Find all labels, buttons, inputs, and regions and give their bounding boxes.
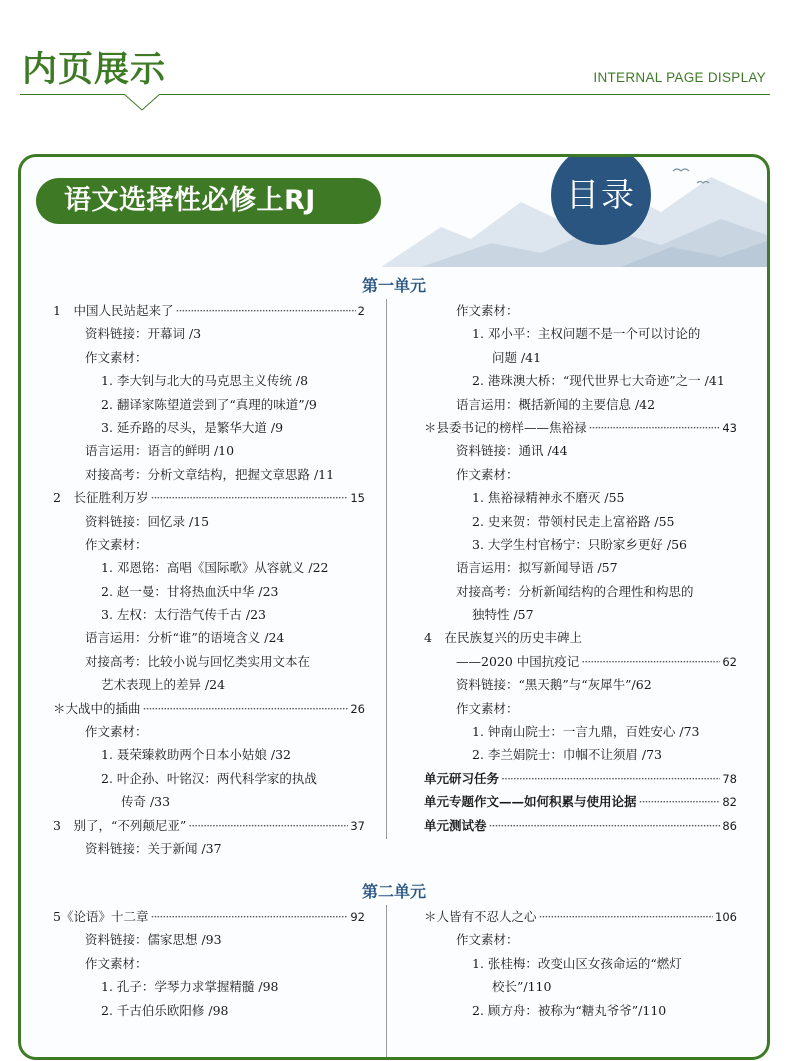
book-title: 语文选择性必修上RJ — [36, 178, 381, 224]
dot-leader — [143, 701, 349, 716]
dot-leader — [150, 909, 348, 924]
toc-entry-text: 4 在民族复兴的历史丰碑上 — [424, 630, 582, 646]
toc-page-number: 43 — [722, 420, 737, 435]
toc-entry — [53, 371, 365, 394]
toc-page-number: 26 — [350, 701, 365, 716]
toc-entry-text: 语言运用：语言的鲜明 /10 — [85, 443, 235, 459]
toc-entry — [424, 1001, 737, 1024]
toc-entry-text: 2. 史来贺：带领村民走上富裕路 /55 — [472, 513, 675, 529]
toc-entry — [53, 954, 365, 977]
toc-entry — [424, 512, 737, 535]
unit-title: 第一单元 — [361, 276, 426, 295]
toc-entry — [424, 582, 737, 605]
toc-entry-text: 资料链接：回忆录 /15 — [85, 513, 210, 529]
toc-entry-text: 独特性 /57 — [472, 607, 534, 623]
toc-entry — [424, 652, 737, 675]
toc-entry-text: 1. 李大钊与北大的马克思主义传统 /8 — [101, 373, 309, 389]
toc-card — [18, 154, 770, 1060]
toc-entry — [424, 488, 737, 511]
toc-page-number: 37 — [350, 818, 365, 833]
toc-entry-text: 3 别了，“不列颠尼亚” — [53, 817, 187, 833]
toc-entry-text: 资料链接：关于新闻 /37 — [85, 840, 222, 856]
toc-page-number: 62 — [722, 654, 737, 669]
toc-entry — [424, 792, 737, 815]
toc-entry — [424, 605, 737, 628]
toc-entry-text: 1. 邓小平：主权问题不是一个可以讨论的 — [472, 326, 701, 342]
toc-entry-text: 1. 张桂梅：改变山区女孩命运的“燃灯 — [472, 955, 682, 971]
toc-page-number: 15 — [350, 491, 365, 506]
toc-entry — [424, 395, 737, 418]
toc-entry-text: 资料链接：“黑天鹅”与“灰犀牛”/62 — [456, 677, 652, 693]
toc-entry-text: 语言运用：概括新闻的主要信息 /42 — [456, 396, 656, 412]
header-notch-icon — [124, 94, 160, 112]
page-header-title: 内页展示 — [22, 50, 167, 90]
toc-entry-text: 1. 聂荣臻救助两个日本小姑娘 /32 — [101, 747, 291, 763]
toc-entry-text: 2. 顾方舟：被称为“糖丸爷爷”/110 — [472, 1002, 667, 1018]
toc-column-left — [53, 907, 365, 1024]
toc-entry-text: 作文素材： — [85, 724, 148, 740]
toc-entry-text: 资料链接：通讯 /44 — [456, 443, 568, 459]
toc-entry — [53, 605, 365, 628]
toc-entry — [53, 652, 365, 675]
toc-entry-text: 作文素材： — [85, 955, 148, 971]
toc-entry-text: 2 长征胜利万岁 — [53, 490, 149, 506]
toc-entry-text: 3. 大学生村官杨宁：只盼家乡更好 /56 — [472, 536, 687, 552]
toc-entry-text: 单元测试卷 — [424, 817, 487, 833]
dot-leader — [639, 794, 721, 809]
toc-entry-text: 对接高考：分析新闻结构的合理性和构思的 — [456, 583, 694, 599]
toc-entry-text: ＊人皆有不忍人之心 — [424, 909, 537, 924]
toc-entry-text: 单元专题作文——如何积累与使用论据 — [424, 794, 637, 810]
toc-entry — [424, 675, 737, 698]
toc-entry — [53, 745, 365, 768]
toc-entry-text: 语言运用：拟写新闻导语 /57 — [456, 560, 618, 576]
toc-entry — [424, 977, 737, 1000]
toc-entry-text: 2. 李兰娟院士：巾帼不让须眉 /73 — [472, 747, 662, 763]
column-divider — [386, 905, 387, 1060]
toc-entry — [424, 418, 737, 441]
toc-entry — [53, 395, 365, 418]
toc-entry — [53, 348, 365, 371]
toc-entry-text: 作文素材： — [456, 700, 519, 716]
toc-entry-text: 2. 赵一曼：甘将热血沃中华 /23 — [101, 583, 279, 599]
toc-entry — [53, 930, 365, 953]
toc-entry — [53, 722, 365, 745]
column-divider — [386, 299, 387, 839]
toc-entry-text: 5《论语》十二章 — [53, 909, 149, 924]
toc-entry — [53, 792, 365, 815]
toc-entry-text: 艺术表现上的差异 /24 — [101, 677, 226, 693]
toc-entry-text: 2. 港珠澳大桥：“现代世界七大奇迹”之一 /41 — [472, 373, 725, 389]
toc-entry — [424, 371, 737, 394]
toc-entry — [424, 465, 737, 488]
toc-column-left — [53, 301, 365, 862]
toc-entry — [424, 535, 737, 558]
dot-leader — [589, 420, 721, 435]
toc-entry — [424, 699, 737, 722]
toc-entry-text: ＊大战中的插曲 — [53, 700, 141, 716]
toc-entry-text: 问题 /41 — [492, 349, 542, 365]
toc-column-right — [424, 907, 737, 1024]
toc-entry-text: 对接高考：分析文章结构，把握文章思路 /11 — [85, 466, 335, 482]
toc-entry-text: 资料链接：开幕词 /3 — [85, 326, 202, 342]
dot-leader — [175, 303, 355, 318]
toc-entry — [53, 816, 365, 839]
toc-entry — [424, 558, 737, 581]
toc-entry — [424, 930, 737, 953]
toc-entry — [424, 907, 737, 930]
toc-entry — [53, 699, 365, 722]
toc-entry-text: 1. 孔子：学琴力求掌握精髓 /98 — [101, 979, 279, 995]
toc-entry — [53, 418, 365, 441]
page-header-subtitle: INTERNAL PAGE DISPLAY — [593, 70, 766, 85]
toc-page-number: 78 — [722, 771, 737, 786]
toc-page-number: 92 — [350, 910, 365, 924]
toc-entry-text: 1. 焦裕禄精神永不磨灭 /55 — [472, 490, 625, 506]
toc-entry — [53, 675, 365, 698]
toc-entry-text: ——2020 中国抗疫记 — [456, 653, 580, 669]
toc-page-number: 86 — [722, 818, 737, 833]
toc-entry-text: 资料链接：儒家思想 /93 — [85, 932, 222, 948]
toc-entry-text: 语言运用：分析“谁”的语境含义 /24 — [85, 630, 285, 646]
toc-entry — [53, 324, 365, 347]
toc-entry — [53, 558, 365, 581]
toc-entry-text: 1. 钟南山院士：一言九鼎，百姓安心 /73 — [472, 724, 700, 740]
toc-entry — [424, 769, 737, 792]
toc-entry — [53, 582, 365, 605]
toc-entry-text: 2. 翻译家陈望道尝到了“真理的味道”/9 — [101, 396, 317, 412]
toc-entry-text: 校长”/110 — [492, 979, 552, 995]
toc-entry-text: 作文素材： — [85, 536, 148, 552]
toc-entry — [53, 977, 365, 1000]
toc-entry-text: 2. 叶企孙、叶铭汉：两代科学家的执战 — [101, 770, 317, 786]
toc-entry — [424, 816, 737, 839]
dot-leader — [150, 490, 348, 505]
toc-badge: 目录 — [551, 154, 651, 245]
toc-entry — [53, 839, 365, 862]
toc-entry — [53, 465, 365, 488]
toc-entry-text: 3. 左权：太行浩气传千古 /23 — [101, 607, 266, 623]
toc-page-number: 106 — [715, 910, 737, 924]
dot-leader — [188, 818, 348, 833]
dot-leader — [539, 909, 714, 924]
toc-entry-text: 作文素材： — [85, 349, 148, 365]
toc-entry — [53, 907, 365, 930]
toc-entry — [53, 488, 365, 511]
toc-entry-text: 1. 邓恩铭：高唱《国际歌》从容就义 /22 — [101, 560, 329, 576]
toc-column-right — [424, 301, 737, 839]
toc-entry — [424, 628, 737, 651]
toc-entry — [424, 301, 737, 324]
toc-entry-text: 单元研习任务 — [424, 770, 500, 786]
toc-entry — [424, 441, 737, 464]
toc-entry — [53, 512, 365, 535]
dot-leader — [501, 771, 720, 786]
toc-entry-text: 作文素材： — [456, 303, 519, 318]
toc-entry — [53, 301, 365, 324]
toc-entry — [424, 745, 737, 768]
toc-entry — [424, 954, 737, 977]
toc-entry-text: 传奇 /33 — [121, 794, 171, 810]
toc-entry — [53, 441, 365, 464]
toc-entry-text: 2. 千古伯乐欧阳修 /98 — [101, 1002, 229, 1018]
toc-entry — [424, 324, 737, 347]
toc-entry — [424, 722, 737, 745]
toc-entry-text: 1 中国人民站起来了 — [53, 303, 174, 318]
toc-entry — [424, 348, 737, 371]
toc-entry-text: 作文素材： — [456, 466, 519, 482]
dot-leader — [489, 818, 721, 833]
toc-entry — [53, 769, 365, 792]
toc-page-number: 82 — [722, 795, 737, 810]
dot-leader — [581, 654, 720, 669]
toc-entry — [53, 628, 365, 651]
toc-entry — [53, 535, 365, 558]
toc-entry-text: ＊县委书记的榜样——焦裕禄 — [424, 419, 587, 435]
toc-entry-text: 作文素材： — [456, 932, 519, 948]
toc-page-number: 2 — [357, 304, 365, 318]
toc-entry — [53, 1001, 365, 1024]
toc-entry-text: 对接高考：比较小说与回忆类实用文本在 — [85, 653, 311, 669]
unit-title: 第二单元 — [361, 882, 426, 901]
toc-entry-text: 3. 延乔路的尽头，是繁华大道 /9 — [101, 419, 284, 435]
